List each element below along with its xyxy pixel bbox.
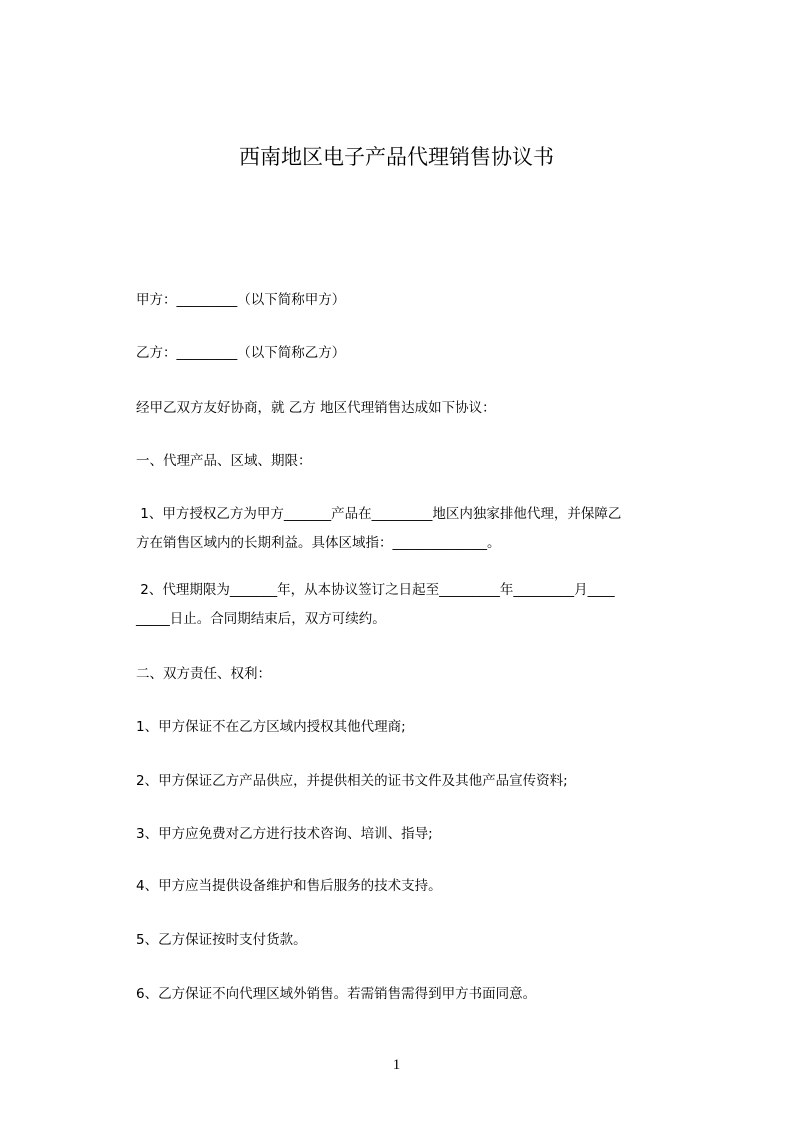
section-1-item-1 [136, 500, 621, 558]
section-2-item: 6、乙方保证不向代理区域外销售。若需销售需得到甲方书面同意。 [136, 986, 537, 1002]
section-2-item: 3、甲方应免费对乙方进行技术咨询、培训、指导; [136, 826, 433, 842]
party-b-line: 乙方：_________（以下简称乙方） [136, 345, 346, 361]
document-title: 西南地区电子产品代理销售协议书 [239, 145, 554, 169]
section-2-item: 4、甲方应当提供设备维护和售后服务的技术支持。 [136, 878, 442, 894]
section-2-item: 5、乙方保证按时支付货款。 [136, 932, 307, 948]
text-line: 2、代理期限为_______年，从本协议签订之日起至_________年_________月____ [136, 582, 615, 598]
party-a-line: 甲方：_________（以下简称甲方） [136, 292, 346, 308]
page-number: 1 [392, 1057, 401, 1073]
section-2-item: 1、甲方保证不在乙方区域内授权其他代理商; [136, 719, 406, 735]
section-2-item: 2、甲方保证乙方产品供应，并提供相关的证书文件及其他产品宣传资料; [136, 773, 568, 789]
intro-paragraph: 经甲乙双方友好协商，就 乙方 地区代理销售达成如下协议： [136, 400, 496, 416]
text-line: _____日止。合同期结束后，双方可续约。 [136, 611, 386, 627]
section-1-heading: 一、代理产品、区域、期限： [136, 453, 312, 469]
section-1-item-2 [136, 576, 615, 634]
section-2-heading: 二、双方责任、权利： [136, 666, 271, 682]
text-line: 方在销售区域内的长期利益。具体区域指：______________。 [136, 535, 501, 551]
text-line: 1、甲方授权乙方为甲方_______产品在_________地区内独家排他代理，并保障乙 [136, 506, 622, 522]
